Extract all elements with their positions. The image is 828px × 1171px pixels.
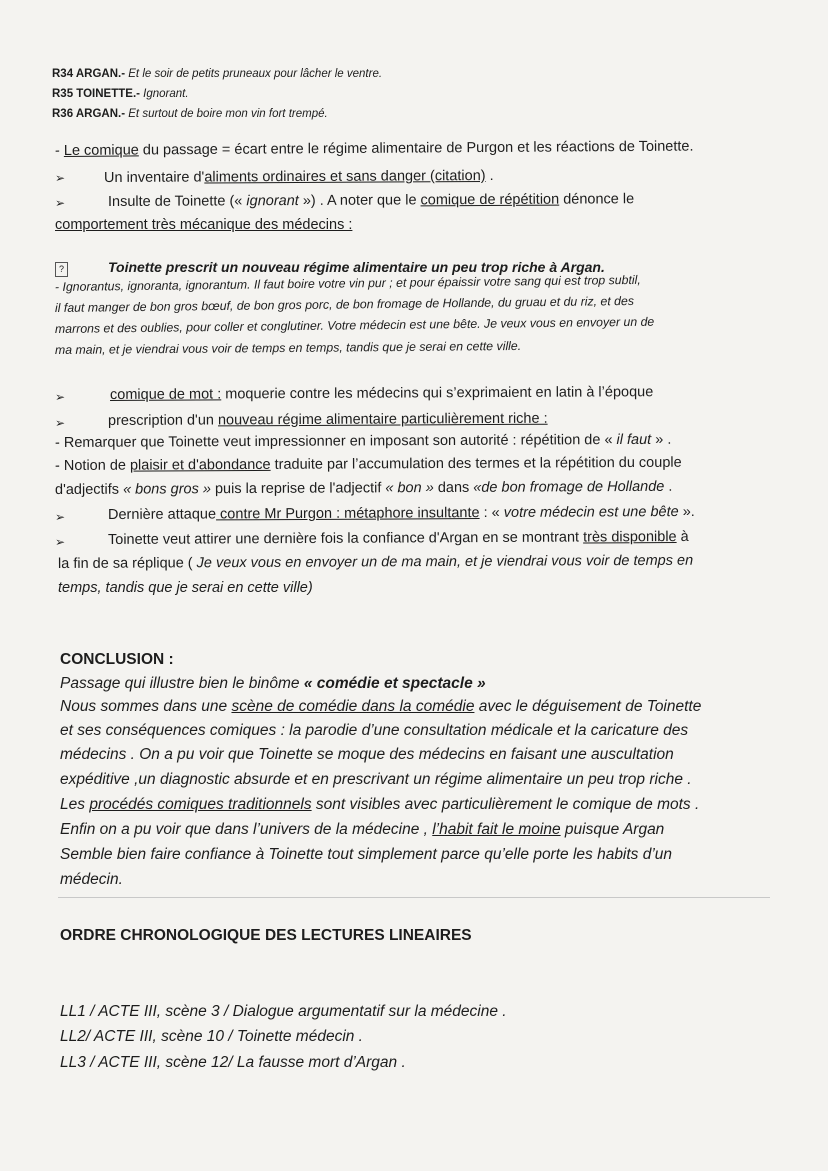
arrow-bullet-icon: ➢ bbox=[55, 171, 66, 185]
text: sont visibles avec particulièrement le comique de mots . bbox=[311, 796, 700, 813]
text: traduite par l’accumulation des termes et la répétition du couple bbox=[270, 454, 682, 473]
comique-intro bbox=[55, 139, 694, 161]
dialogue-text: Et le soir de petits pruneaux pour lâcher le ventre. bbox=[125, 68, 383, 80]
conclusion-line bbox=[60, 675, 486, 694]
speaker: R34 ARGAN.- bbox=[52, 68, 126, 80]
conclusion-line: médecin. bbox=[60, 871, 123, 888]
arrow-bullet-icon: ➢ bbox=[55, 390, 66, 404]
bullet-comique-de-mot bbox=[110, 384, 653, 404]
text: Un inventaire d' bbox=[103, 169, 205, 186]
bullet-prescription bbox=[108, 411, 548, 431]
underlined-text: nouveau régime alimentaire particulièrement riche : bbox=[217, 410, 548, 429]
arrow-bullet-icon: ➢ bbox=[55, 416, 66, 430]
text: - Remarquer que Toinette veut impressionner en imposant son autorité : répétition de « bbox=[54, 432, 617, 451]
text: ») . A noter que le bbox=[298, 192, 421, 210]
text: » . bbox=[651, 431, 672, 448]
notion-line bbox=[55, 455, 682, 476]
italic-text: Je veux vous en envoyer un de ma main, et je viendrai vous voir de temps en bbox=[196, 552, 694, 572]
conclusion-line bbox=[60, 698, 701, 717]
text: dénonce le bbox=[559, 191, 635, 208]
underlined-text: plaisir et d'abondance bbox=[129, 456, 271, 474]
text: d'adjectifs bbox=[54, 481, 124, 498]
italic-text: il faut bbox=[616, 431, 652, 449]
bullet-confiance bbox=[108, 529, 689, 549]
underlined-text: très disponible bbox=[583, 529, 677, 546]
italic-text: «de bon fromage de Hollande bbox=[473, 478, 665, 496]
text: puisque Argan bbox=[560, 821, 665, 838]
bullet-derniere-attaque bbox=[108, 504, 695, 524]
chronology-item: LL3 / ACTE III, scène 12/ La fausse mort d’Argan . bbox=[60, 1054, 406, 1071]
text: la fin de sa réplique ( bbox=[57, 555, 197, 572]
text: Passage qui illustre bien le binôme bbox=[60, 675, 304, 692]
underlined-text: comportement très mécanique des médecins : bbox=[55, 217, 353, 233]
italic-text: « bon » bbox=[385, 480, 434, 497]
dialogue-line-r36 bbox=[52, 108, 328, 122]
arrow-bullet-icon: ➢ bbox=[55, 196, 66, 210]
conclusion-title: CONCLUSION : bbox=[60, 651, 174, 668]
underlined-text: l’habit fait le moine bbox=[432, 821, 561, 838]
conclusion-line: Semble bien faire confiance à Toinette tout simplement parce qu’elle porte les habits d’un bbox=[60, 846, 673, 863]
text: ». bbox=[678, 503, 695, 521]
text: . bbox=[485, 167, 494, 185]
text: moquerie contre les médecins qui s’exprimaient en latin à l’époque bbox=[221, 384, 654, 403]
text: Dernière attaque bbox=[107, 506, 217, 523]
text: dans bbox=[433, 479, 474, 497]
missing-glyph-icon: ? bbox=[55, 262, 68, 277]
bold-text: « comédie et spectacle » bbox=[303, 675, 486, 692]
text: à bbox=[676, 528, 689, 546]
text: . bbox=[664, 478, 673, 495]
conclusion-line: médecins . On a pu voir que Toinette se moque des médecins en faisant une auscultation bbox=[60, 746, 674, 763]
conclusion-line: expéditive ,un diagnostic absurde et en prescrivant un régime alimentaire un peu trop riche . bbox=[60, 771, 692, 788]
italic-text: ignorant bbox=[246, 193, 299, 210]
speaker: R36 ARGAN.- bbox=[52, 108, 126, 120]
conclusion-line: et ses conséquences comiques : la parodie d’une consultation médicale et la caricature des bbox=[60, 722, 689, 739]
text: du passage = écart entre le régime alimentaire de Purgon et les réactions de Toinette. bbox=[138, 138, 694, 159]
chronology-item: LL1 / ACTE III, scène 3 / Dialogue argumentatif sur la médecine . bbox=[60, 1003, 507, 1020]
text: Toinette veut attirer une dernière fois la confiance d'Argan en se montrant bbox=[107, 529, 584, 548]
chronology-item: LL2/ ACTE III, scène 10 / Toinette médecin . bbox=[60, 1028, 363, 1045]
conclusion-line bbox=[60, 821, 664, 840]
quote-line: - Ignorantus, ignoranta, ignorantum. Il faut boire votre vin pur ; et pour épaissir votre sang qui est trop subtil, bbox=[54, 272, 641, 294]
text: - bbox=[54, 142, 64, 159]
quote-line: il faut manger de bon gros bœuf, de bon gros porc, de bon fromage de Hollande, du gruau et du riz, et des bbox=[54, 293, 635, 315]
bullet-insulte bbox=[108, 191, 634, 211]
chronology-title: ORDRE CHRONOLOGIQUE DES LECTURES LINEAIRES bbox=[60, 927, 472, 944]
remarque-line bbox=[55, 432, 671, 453]
text: : « bbox=[479, 504, 504, 522]
underlined-text: contre Mr Purgon : métaphore insultante bbox=[215, 505, 480, 523]
underlined-text: Le comique bbox=[63, 142, 139, 159]
underlined-text: comique de répétition bbox=[420, 191, 560, 209]
text: prescription d'un bbox=[107, 412, 219, 429]
italic-text: votre médecin est une bête bbox=[503, 504, 679, 521]
text: Enfin on a pu voir que dans l’univers de la médecine , bbox=[60, 821, 433, 838]
quote-line: ma main, et je viendrai vous voir de temps en temps, tandis que je serai en cette ville. bbox=[54, 338, 522, 357]
text: puis la reprise de l'adjectif bbox=[210, 480, 386, 498]
text: Les bbox=[60, 796, 90, 813]
adjectifs-line bbox=[55, 479, 672, 500]
arrow-bullet-icon: ➢ bbox=[55, 510, 66, 524]
underlined-text: procédés comiques traditionnels bbox=[89, 796, 312, 813]
divider bbox=[58, 897, 770, 898]
arrow-bullet-icon: ➢ bbox=[55, 535, 66, 549]
reponse-line-continued: temps, tandis que je serai en cette ville) bbox=[58, 580, 313, 596]
dialogue-line-r34 bbox=[52, 68, 382, 82]
underlined-text: aliments ordinaires et sans danger (citation) bbox=[204, 168, 486, 186]
text: Insulte de Toinette (« bbox=[107, 193, 247, 210]
section-heading-regime: Toinette prescrit un nouveau régime alimentaire un peu trop riche à Argan. bbox=[108, 259, 605, 275]
underlined-text: comique de mot : bbox=[109, 386, 222, 403]
conclusion-line bbox=[60, 796, 699, 815]
reponse-line bbox=[58, 553, 693, 574]
speaker: R35 TOINETTE.- bbox=[52, 88, 140, 100]
bullet-insulte-continued bbox=[55, 217, 352, 234]
text: - Notion de bbox=[54, 457, 131, 474]
dialogue-text: Et surtout de boire mon vin fort trempé. bbox=[125, 108, 328, 120]
underlined-text: scène de comédie dans la comédie bbox=[231, 698, 475, 715]
italic-text: « bons gros » bbox=[123, 481, 211, 498]
bullet-aliments bbox=[104, 168, 494, 187]
quote-line: marrons et des oublies, pour coller et conglutiner. Votre médecin est une bête. Je veux vous en envoyer un de bbox=[54, 314, 655, 336]
dialogue-text: Ignorant. bbox=[139, 88, 189, 100]
text: avec le déguisement de Toinette bbox=[474, 698, 702, 715]
text: Nous sommes dans une bbox=[60, 698, 232, 715]
dialogue-line-r35 bbox=[52, 88, 189, 102]
